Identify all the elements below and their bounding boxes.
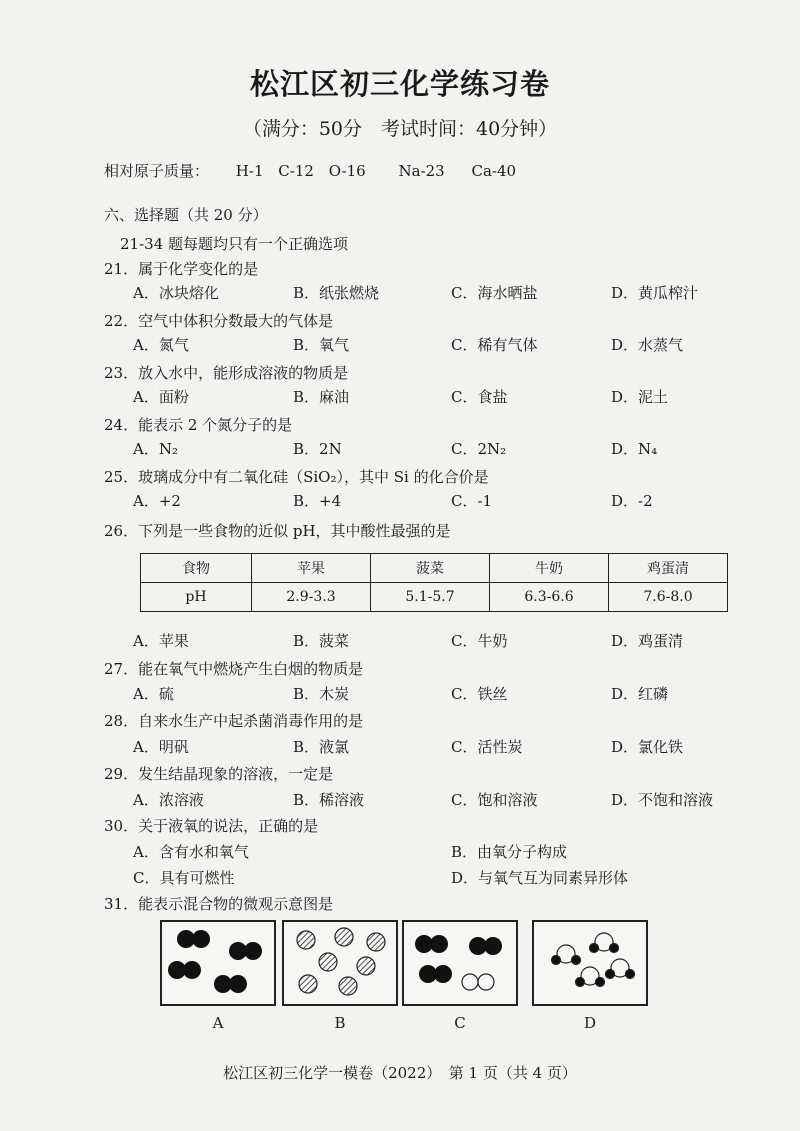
atomic-mass-ca: Ca-40	[471, 162, 517, 180]
diagram-d-box	[532, 920, 648, 1006]
atomic-mass-o: O-16	[328, 162, 366, 180]
option-c: C．饱和溶液	[451, 791, 538, 809]
table-cell: 5.1-5.7	[371, 583, 490, 612]
option-b: B．2N	[293, 440, 342, 458]
page-footer: 松江区初三化学一模卷（2022） 第 1 页（共 4 页）	[223, 1064, 577, 1082]
atomic-masses-label: 相对原子质量：	[104, 162, 210, 180]
question-21-stem: 21．属于化学变化的是	[104, 260, 259, 278]
diagram-label-b: B	[334, 1014, 346, 1032]
question-21-options	[133, 282, 753, 304]
option-c: C．海水晒盐	[451, 284, 538, 302]
option-c: C．活性炭	[451, 738, 523, 756]
molecule-diagram-c	[404, 922, 516, 1004]
question-23-options	[133, 386, 753, 408]
diagram-label-d: D	[583, 1014, 597, 1032]
page-title: 松江区初三化学练习卷	[249, 67, 550, 101]
option-a: A．面粉	[133, 388, 189, 406]
question-27-options	[133, 683, 753, 705]
section-instruction: 21-34 题每题均只有一个正确选项	[120, 235, 349, 253]
option-b: B．麻油	[293, 388, 350, 406]
question-29-options	[133, 789, 753, 811]
molecule-diagram-b	[284, 922, 396, 1004]
molecule-diagram-a	[162, 922, 274, 1004]
option-a: A．明矾	[133, 738, 189, 756]
table-row	[141, 583, 728, 612]
table-cell: pH	[141, 583, 252, 612]
question-30-stem: 30．关于液氧的说法，正确的是	[104, 817, 319, 835]
option-c: C．食盐	[451, 388, 508, 406]
option-c: C．牛奶	[451, 632, 508, 650]
diagram-a-box	[160, 920, 276, 1006]
option-b: B．由氧分子构成	[451, 843, 568, 861]
question-22-options	[133, 334, 753, 356]
diagram-label-a: A	[212, 1014, 224, 1032]
table-header-row	[141, 554, 728, 583]
diagram-c-box	[402, 920, 518, 1006]
option-b: B．菠菜	[293, 632, 350, 650]
option-b: B．木炭	[293, 685, 350, 703]
table-header: 苹果	[252, 554, 371, 583]
option-a: A．浓溶液	[133, 791, 204, 809]
diagram-label-c: C	[454, 1014, 466, 1032]
table-header: 食物	[141, 554, 252, 583]
question-27-stem: 27．能在氧气中燃烧产生白烟的物质是	[104, 660, 364, 678]
option-d: D．不饱和溶液	[611, 791, 714, 809]
question-31-stem: 31．能表示混合物的微观示意图是	[104, 895, 334, 913]
question-26-options	[133, 630, 753, 652]
option-d: D．水蒸气	[611, 336, 684, 354]
question-22-stem: 22．空气中体积分数最大的气体是	[104, 312, 334, 330]
ph-table	[140, 553, 728, 612]
question-23-stem: 23．放入水中，能形成溶液的物质是	[104, 364, 349, 382]
question-28-stem: 28．自来水生产中起杀菌消毒作用的是	[104, 712, 364, 730]
question-25-options	[133, 490, 753, 512]
option-d: D．黄瓜榨汁	[611, 284, 699, 302]
option-c: C．-1	[451, 492, 493, 510]
option-c: C．2N₂	[451, 440, 507, 458]
option-a: A．含有水和氧气	[133, 843, 249, 861]
option-a: A．+2	[133, 492, 181, 510]
option-d: D．红磷	[611, 685, 669, 703]
option-a: A．氮气	[133, 336, 189, 354]
option-a: A．硫	[133, 685, 174, 703]
option-a: A．冰块熔化	[133, 284, 219, 302]
question-26-stem: 26．下列是一些食物的近似 pH，其中酸性最强的是	[104, 522, 451, 540]
question-30-options-row1	[133, 841, 753, 863]
option-d: D．-2	[611, 492, 653, 510]
option-c: C．具有可燃性	[133, 869, 235, 887]
table-header: 鸡蛋清	[609, 554, 728, 583]
table-cell: 7.6-8.0	[609, 583, 728, 612]
table-header: 牛奶	[490, 554, 609, 583]
option-d: D．N₄	[611, 440, 658, 458]
option-d: D．与氧气互为同素异形体	[451, 869, 629, 887]
option-d: D．氯化铁	[611, 738, 684, 756]
table-header: 菠菜	[371, 554, 490, 583]
option-c: C．稀有气体	[451, 336, 538, 354]
atomic-mass-h: H-1	[235, 162, 264, 180]
option-b: B．纸张燃烧	[293, 284, 380, 302]
molecule-diagram-d	[534, 922, 646, 1004]
option-b: B．稀溶液	[293, 791, 365, 809]
section-heading: 六、选择题（共 20 分）	[104, 206, 268, 224]
question-30-options-row2	[133, 867, 753, 889]
exam-info: （满分：50分 考试时间：40分钟）	[242, 118, 558, 140]
atomic-mass-c: C-12	[278, 162, 314, 180]
table-cell: 2.9-3.3	[252, 583, 371, 612]
question-24-stem: 24．能表示 2 个氮分子的是	[104, 416, 293, 434]
option-a: A．N₂	[133, 440, 178, 458]
option-a: A．苹果	[133, 632, 189, 650]
option-b: B．氧气	[293, 336, 350, 354]
option-b: B．+4	[293, 492, 342, 510]
question-29-stem: 29．发生结晶现象的溶液，一定是	[104, 765, 334, 783]
option-d: D．泥土	[611, 388, 669, 406]
question-24-options	[133, 438, 753, 460]
diagram-b-box	[282, 920, 398, 1006]
table-cell: 6.3-6.6	[490, 583, 609, 612]
option-c: C．铁丝	[451, 685, 508, 703]
option-d: D．鸡蛋清	[611, 632, 684, 650]
atomic-masses	[104, 160, 526, 181]
atomic-mass-na: Na-23	[398, 162, 445, 180]
question-28-options	[133, 736, 753, 758]
option-b: B．液氯	[293, 738, 350, 756]
question-25-stem: 25．玻璃成分中有二氧化硅（SiO₂），其中 Si 的化合价是	[104, 468, 489, 486]
